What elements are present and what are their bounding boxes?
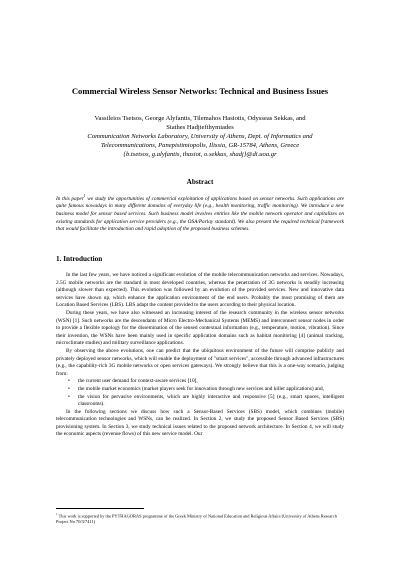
footnote-marker: 1 bbox=[83, 194, 86, 198]
paragraph: During these years, we have also witnessed an increasing interest of the research community in the wireless sensor networks (WSN) [1]. Such networks are the descendants of Micro Electro-Mechanical Systems (MEMS) and interconnect sensor nodes in order to provide a flexible topology for the dissemination of the sensed contextual information (e.g., temperature, motion, vibration). Since their invention, the WSNs have been mainly used in specific application domains such as habitat monitoring [4] (animal tracking, microclimate studies) and military surveillance applications. bbox=[56, 309, 344, 347]
abstract-text bbox=[56, 193, 344, 234]
footnote-divider bbox=[56, 508, 144, 509]
paragraph: By observing the above evolutions, one can predict that the ubiquitous environment of the future will comprise publicly and privately deployed sensor networks, which will enable the deployment of "smart services", accessible through advanced infrastructures (e.g., the capability-rich 3G mobile networks or open services gateways). We strongly believe that this is a one-way scenario, judging from: bbox=[56, 347, 344, 377]
authors-line-1: Vassileios Tsetsos, George Alyfantis, Tilemahos Hasiotis, Odysseas Sekkas, and bbox=[94, 115, 306, 122]
authors-line-2: Stathes Hadjiefthymiades bbox=[166, 124, 234, 131]
footnote bbox=[56, 511, 344, 525]
section-heading-introduction: 1. Introduction bbox=[56, 255, 103, 263]
paper-title: Commercial Wireless Sensor Networks: Technical and Business Issues bbox=[71, 86, 329, 96]
paragraph: In the last few years, we have noticed a significant evolution of the mobile telecommunication networks and services. Nowadays, 2.5G mobile networks are the standard in most developed countries, whereas the penetration of 3G networks is steadily increasing (although slower than expected). This evolution was followed by an evolution of the provided services. New and innovative data services have shown up, which enhance the application environment of the end users. Probably the most promising of them are Location Based Services (LBS). LBS adapt the content provided to the users according to their physical location. bbox=[56, 272, 344, 309]
bullet-list bbox=[56, 378, 344, 408]
list-item: • the vision for pervasive environments, which are highly interactive and responsive [5] (e.g., smart spaces, intelligent classrooms). bbox=[78, 394, 344, 409]
list-item: • the current user demand for context-aware services [10], bbox=[78, 378, 344, 386]
footnote-number: 1 bbox=[56, 512, 58, 516]
affiliation-line-1: Communication Networks Laboratory, University of Athens, Dept. of Informatics and bbox=[87, 133, 313, 140]
introduction-body bbox=[56, 272, 344, 439]
footnote-text: This work is supported by the PYTHAGORAS programme of the Greek Ministry of National Education and Religious Affairs (University of Athens Research Project No 70/3/7411) bbox=[56, 513, 337, 525]
author-block bbox=[0, 114, 400, 159]
abstract-lead: In this paper bbox=[56, 195, 84, 202]
abstract-body: we study the opportunities of commercial exploitation of applications based on sensor networks. Such applications are quite famous nowadays in many different domains of everyday life (e.g., health monitoring, traffic monitoring). We introduce a new business model for sensor based services. Such business model involves entities like the mobile network operator and capitalizes on existing standards for application service providers (e.g., the OSA/Parlay standard). We also present the required technical framework that would facilitate the introduction and rapid adoption of the proposed business schemes. bbox=[56, 195, 344, 233]
author-emails: {b.tsetsos, g.alyfantis, thasiot, o.sekkas, shadj}@di.uoa.gr bbox=[123, 151, 277, 158]
abstract-heading: Abstract bbox=[186, 178, 214, 186]
list-item: • the mobile market economics (market players seek for innovation through new services and killer applications) and, bbox=[78, 386, 344, 394]
paragraph: In the following sections we discuss how such a Sensor-Based Services (SBS) model, which combines (mobile) telecommunication technologies and WSNs, can be realized. In Section 2, we study the proposed Sensor Based Services (SBS) provisioning system. In Section 3, we study technical issues related to the proposed network architecture. In Section 4, we will study the economic aspects (revenue flows) of this new service model. Our bbox=[56, 408, 344, 438]
affiliation-line-2: Telecommunications, Panepistimiopolis, Ilissia, GR-15784, Athens, Greece bbox=[100, 142, 300, 149]
